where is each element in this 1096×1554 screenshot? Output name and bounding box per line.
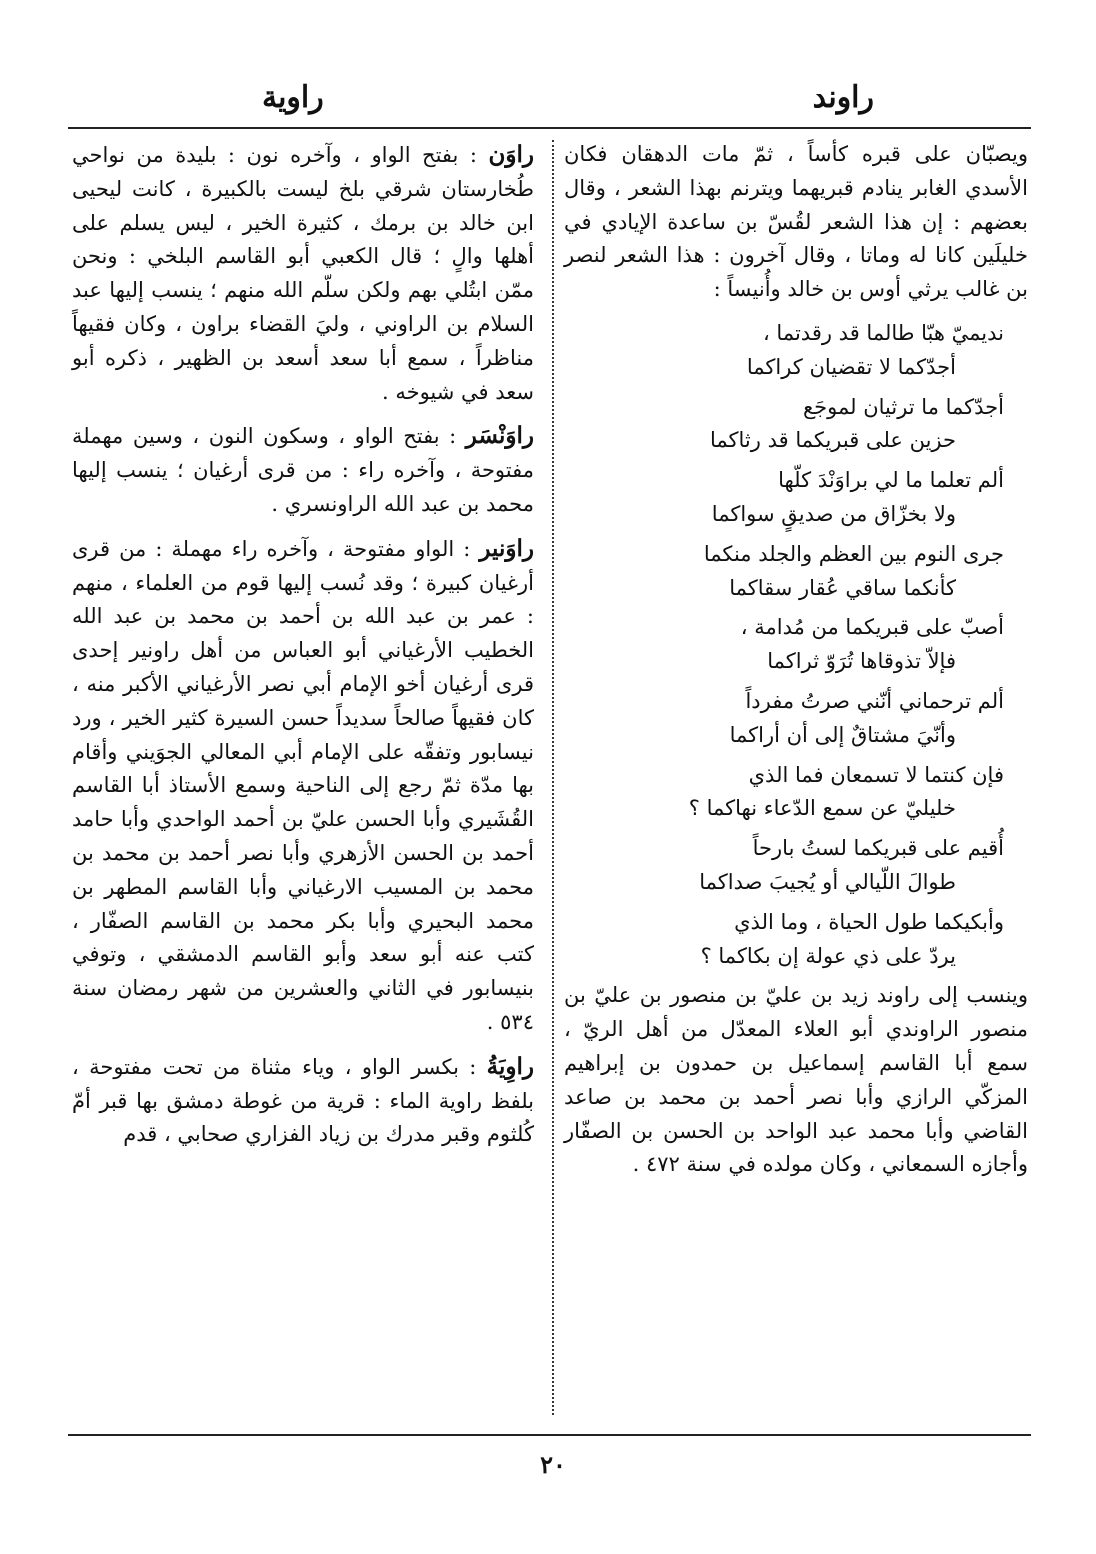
- entry-headword: راوِيَةُ: [486, 1052, 534, 1080]
- left-column: [72, 138, 534, 1162]
- verse-hemistich: ألم ترحماني أنّني صرتُ مفرداً: [745, 688, 1004, 713]
- entry-text: : بفتح الواو ، وآخره نون : بليدة من نواحي طُخارستان شرقي بلخ ليست بالكبيرة ، كانت ليحيى ابن خالد بن برمك ، كثيرة الخير ، ليس يسلم على أهلها والٍ ؛ قال الكعبي أبو القاسم البلخي : ونحن ممّن ابتُلي بهم ولكن سلّم الله منهم ؛ ينسب إليها عبد السلام بن الراوني ، وليَ القضاء براون ، وكان فقيهاً مناظراً ، سمع أبا سعد أسعد بن الظهير ، ذكره أبو سعد في شيوخه .: [72, 143, 534, 404]
- entry-text: : بكسر الواو ، وياء مثناة من تحت مفتوحة ، بلفظ راوية الماء : قرية من غوطة دمشق بها قبر أمّ كُلثوم وقبر مدرك بن زياد الفزاري صحابي ، قدم: [72, 1054, 534, 1147]
- poem-verse: [564, 832, 1028, 900]
- header-rule: [68, 127, 1031, 129]
- poem-verse: [564, 685, 1028, 753]
- poem: [564, 317, 1028, 973]
- poem-verse: [564, 906, 1028, 974]
- verse-hemistich: وأنّيَ مشتاقٌ إلى أن أراكما: [729, 722, 956, 747]
- poem-verse: [564, 464, 1028, 532]
- right-intro-paragraph: ويصبّان على قبره كأساً ، ثمّ مات الدهقان فكان الأسدي الغابر ينادم قبريهما ويترنم بهذا الشعر ، وقال بعضهم : إن هذا الشعر لقُسّ بن ساعدة الإيادي في خليلَين كانا له وماتا ، وقال آخرون : هذا الشعر لنصر بن غالب يرثي أوس بن خالد وأُنيساً :: [564, 142, 1028, 302]
- entry-text: : الواو مفتوحة ، وآخره راء مهملة : من قرى أرغيان كبيرة ؛ وقد نُسب إليها قوم من العلماء ، منهم : عمر بن عبد الله بن أحمد بن محمد بن عبد الله الخطيب الأرغياني أبو العباس من أهل راونير إحدى قرى أرغيان أخو الإمام أبي نصر الأرغياني الأكبر منه ، كان فقيهاً صالحاً سديداً حسن السيرة كثير الخير ، ورد نيسابور وتفقّه على الإمام أبي المعالي الجوَيني وأقام بها مدّة ثمّ رجع إلى الناحية وسمع الأستاذ أبا القاسم القُشَيري وأبا الحسن عليّ بن أحمد الواحدي وأبا حامد أحمد بن الحسن الأزهري وأبا نصر أحمد بن محمد بن محمد بن المسيب الارغياني وأبا القاسم المطهر بن محمد البحيري وأبا بكر محمد بن القاسم الصفّار ، كتب عنه أبو سعد وأبو القاسم الدمشقي ، وتوفي بنيسابور في الثاني والعشرين من شهر رمضان سنة ٥٣٤ .: [72, 536, 534, 1034]
- verse-hemistich: ولا بخزّاق من صديقٍ سواكما: [711, 501, 956, 526]
- entry-headword: راوَن: [488, 141, 534, 168]
- poem-verse: [564, 391, 1028, 459]
- page-number: ٢٠: [540, 1450, 566, 1479]
- footer-rule: [68, 1434, 1031, 1436]
- poem-verse: [564, 611, 1028, 679]
- right-column: [564, 138, 1028, 1192]
- running-header-right: راوند: [812, 80, 874, 115]
- dictionary-entry: [72, 419, 534, 521]
- verse-hemistich: فإلاّ تذوقاها تُرَوّ ثراكما: [767, 649, 956, 674]
- verse-hemistich: أجدّكما لا تقضيان كراكما: [746, 354, 956, 379]
- poem-verse: [564, 317, 1028, 385]
- verse-hemistich: ألم تعلما ما لي براوَنْدَ كلّها: [778, 468, 1004, 493]
- verse-hemistich: أجدّكما ما ترثيان لموجَع: [802, 394, 1004, 419]
- verse-hemistich: أصبّ على قبريكما من مُدامة ،: [740, 615, 1004, 640]
- poem-verse: [564, 759, 1028, 827]
- verse-hemistich: طوالَ اللّيالي أو يُجيبَ صداكما: [699, 869, 956, 894]
- dictionary-entry: [72, 1050, 534, 1152]
- verse-hemistich: جرى النوم بين العظم والجلد منكما: [703, 541, 1004, 566]
- dictionary-entry: [72, 532, 534, 1040]
- verse-hemistich: وأبكيكما طول الحياة ، وما الذي: [734, 909, 1004, 934]
- verse-hemistich: فإن كنتما لا تسمعان فما الذي: [748, 762, 1004, 787]
- dictionary-entry: [72, 138, 534, 409]
- verse-hemistich: أُقيم على قبريكما لستُ بارحاً: [752, 836, 1004, 861]
- verse-hemistich: كأنكما ساقي عُقار سقاكما: [729, 575, 956, 600]
- right-outro-paragraph: وينسب إلى راوند زيد بن عليّ بن منصور بن عليّ بن منصور الراوندي أبو العلاء المعدّل من أهل الريّ ، سمع أبا القاسم إسماعيل بن حمدون بن إبراهيم المزكّي الرازي وأبا نصر أحمد بن محمد بن صاعد القاضي وأبا محمد عبد الواحد بن الحسن بن الصفّار وأجازه السمعاني ، وكان مولده في سنة ٤٧٢ .: [564, 983, 1028, 1177]
- verse-hemistich: نديميّ هبّا طالما قد رقدتما ،: [762, 320, 1004, 345]
- running-header-left: راوية: [262, 80, 324, 115]
- entry-headword: راوَنير: [479, 534, 534, 562]
- verse-hemistich: يردّ على ذي عولة إن بكاكما ؟: [700, 943, 956, 968]
- verse-hemistich: خليليّ عن سمع الدّعاء نهاكما ؟: [688, 796, 956, 821]
- entry-headword: راوَنْسَر: [465, 422, 534, 450]
- poem-verse: [564, 538, 1028, 606]
- entry-text: : بفتح الواو ، وسكون النون ، وسين مهملة مفتوحة ، وآخره راء : من قرى أرغيان ؛ ينسب إليها محمد بن عبد الله الراونسري .: [72, 424, 534, 516]
- column-divider: [552, 140, 554, 1415]
- verse-hemistich: حزين على قبريكما قد رثاكما: [709, 428, 956, 453]
